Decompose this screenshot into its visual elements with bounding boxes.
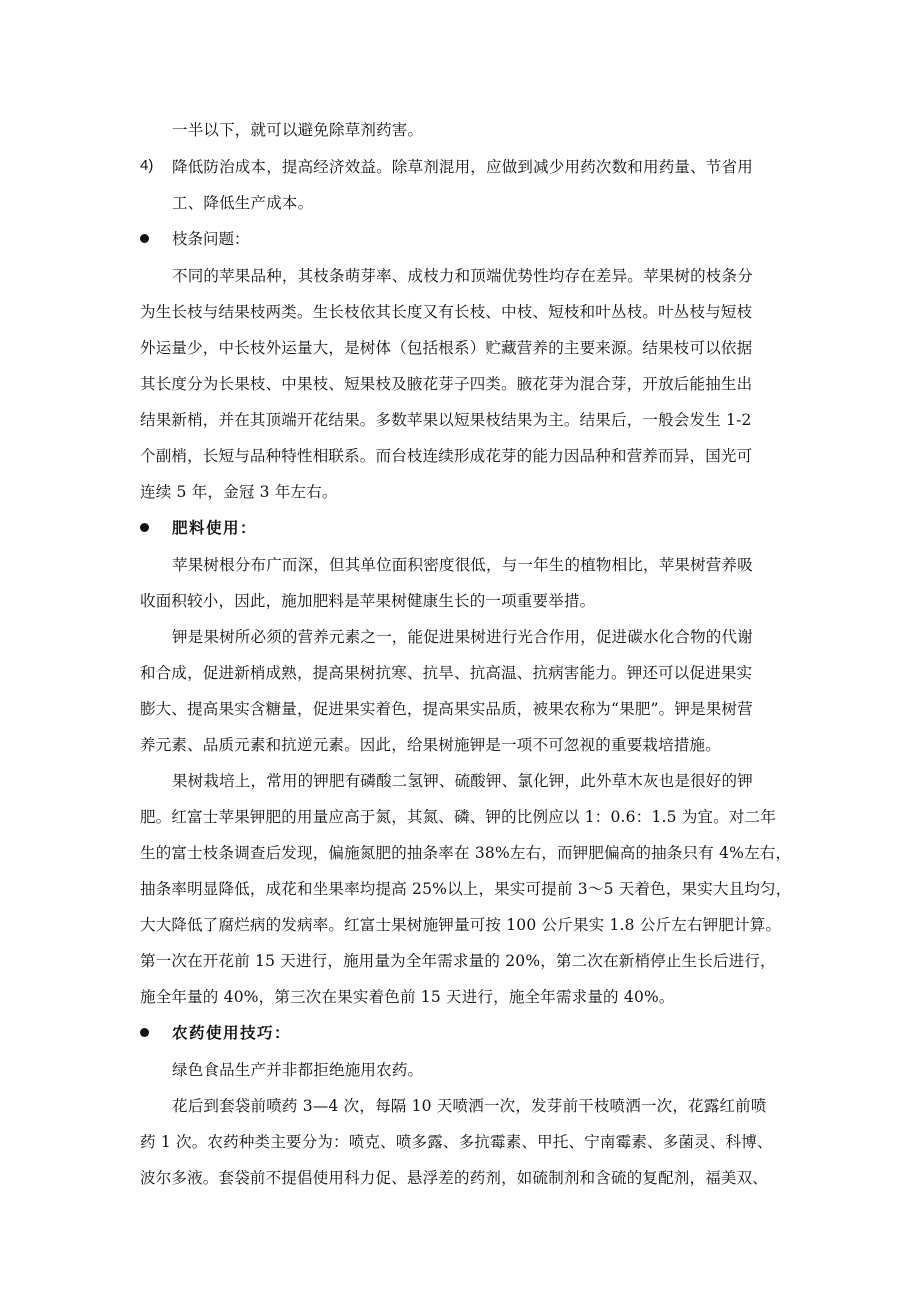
paragraph-line: 生的富士枝条调查后发现，偏施氮肥的抽条率在 38%左右，而钾肥偏高的抽条只有 4%左右， (140, 844, 792, 862)
paragraph-line: 连续 5 年，金冠 3 年左右。 (140, 483, 338, 501)
paragraph-line: 为生长枝与结果枝两类。生长枝依其长度又有长枝、中枝、短枝和叶丛枝。叶丛枝与短枝 (140, 303, 753, 321)
bullet-icon (140, 1028, 149, 1037)
paragraph-line: 养元素、品质元素和抗逆元素。因此，给果树施钾是一项不可忽视的重要栽培措施。 (140, 736, 721, 754)
paragraph-line: 和合成，促进新梢成熟，提高果树抗寒、抗旱、抗高温、抗病害能力。钾还可以促进果实 (140, 664, 753, 682)
section-heading-pesticide: 农药使用技巧： (172, 1023, 292, 1042)
paragraph-line: 其长度分为长果枝、中果枝、短果枝及腋花芽子四类。腋花芽为混合芽，开放后能抽生出 (140, 375, 753, 393)
paragraph-line: 结果新梢，并在其顶端开花结果。多数苹果以短果枝结果为主。结果后，一般会发生 1-2 (140, 411, 752, 429)
bullet-icon (140, 234, 149, 243)
paragraph-line: 果树栽培上，常用的钾肥有磷酸二氢钾、硫酸钾、氯化钾，此外草木灰也是很好的钾 (172, 772, 753, 790)
paragraph-line: 膨大、提高果实含糖量，促进果实着色，提高果实品质，被果农称为“果肥”。钾是果树营 (140, 700, 753, 718)
paragraph-line: 降低防治成本，提高经济效益。除草剂混用，应做到减少用药次数和用药量、节省用 (172, 158, 753, 176)
paragraph-line: 肥。红富士苹果钾肥的用量应高于氮，其氮、磷、钾的比例应以 1：0.6：1.5 为宜。对二年 (140, 808, 777, 826)
paragraph-line: 收面积较小，因此，施加肥料是苹果树健康生长的一项重要举措。 (140, 592, 596, 610)
list-number: 4) (140, 157, 154, 174)
paragraph-line: 苹果树根分布广而深，但其单位面积密度很低，与一年生的植物相比，苹果树营养吸 (172, 556, 753, 574)
paragraph-line: 第一次在开花前 15 天进行，施用量为全年需求量的 20%，第二次在新梢停止生长后进行， (140, 952, 776, 970)
section-heading-branch: 枝条问题： (172, 230, 250, 248)
paragraph-line: 抽条率明显降低，成花和坐果率均提高 25%以上，果实可提前 3～5 天着色，果实大且均匀， (140, 880, 792, 898)
paragraph-line: 施全年量的 40%，第三次在果实着色前 15 天进行，施全年需求量的 40%。 (140, 988, 675, 1006)
bullet-icon (140, 523, 149, 532)
paragraph-line: 工、降低生产成本。 (172, 194, 314, 212)
section-heading-fertilizer: 肥料使用： (172, 518, 258, 537)
paragraph-line: 个副梢，长短与品种特性相联系。而台枝连续形成花芽的能力因品种和营养而异，国光可 (140, 447, 753, 465)
paragraph-line: 不同的苹果品种，其枝条萌芽率、成枝力和顶端优势性均存在差异。苹果树的枝条分 (172, 267, 753, 285)
paragraph-line: 钾是果树所必须的营养元素之一，能促进果树进行光合作用，促进碳水化合物的代谢 (172, 628, 753, 646)
paragraph-line: 绿色食品生产并非都拒绝施用农药。 (172, 1061, 424, 1079)
paragraph-line: 波尔多液。套袋前不提倡使用科力促、悬浮差的药剂，如硫制剂和含硫的复配剂，福美双、 (140, 1169, 769, 1187)
paragraph-line: 药 1 次。农药种类主要分为：喷克、喷多露、多抗霉素、甲托、宁南霉素、多菌灵、科博、 (140, 1133, 773, 1151)
paragraph-line: 花后到套袋前喷药 3—4 次，每隔 10 天喷洒一次，发芽前干枝喷洒一次，花露红前喷 (172, 1097, 767, 1115)
paragraph-line: 外运量少，中长枝外运量大，是树体（包括根系）贮藏营养的主要来源。结果枝可以依据 (140, 339, 753, 357)
paragraph-line: 一半以下，就可以避免除草剂药害。 (172, 121, 424, 139)
paragraph-line: 大大降低了腐烂病的发病率。红富士果树施钾量可按 100 公斤果实 1.8 公斤左右钾肥计算。 (140, 916, 782, 934)
